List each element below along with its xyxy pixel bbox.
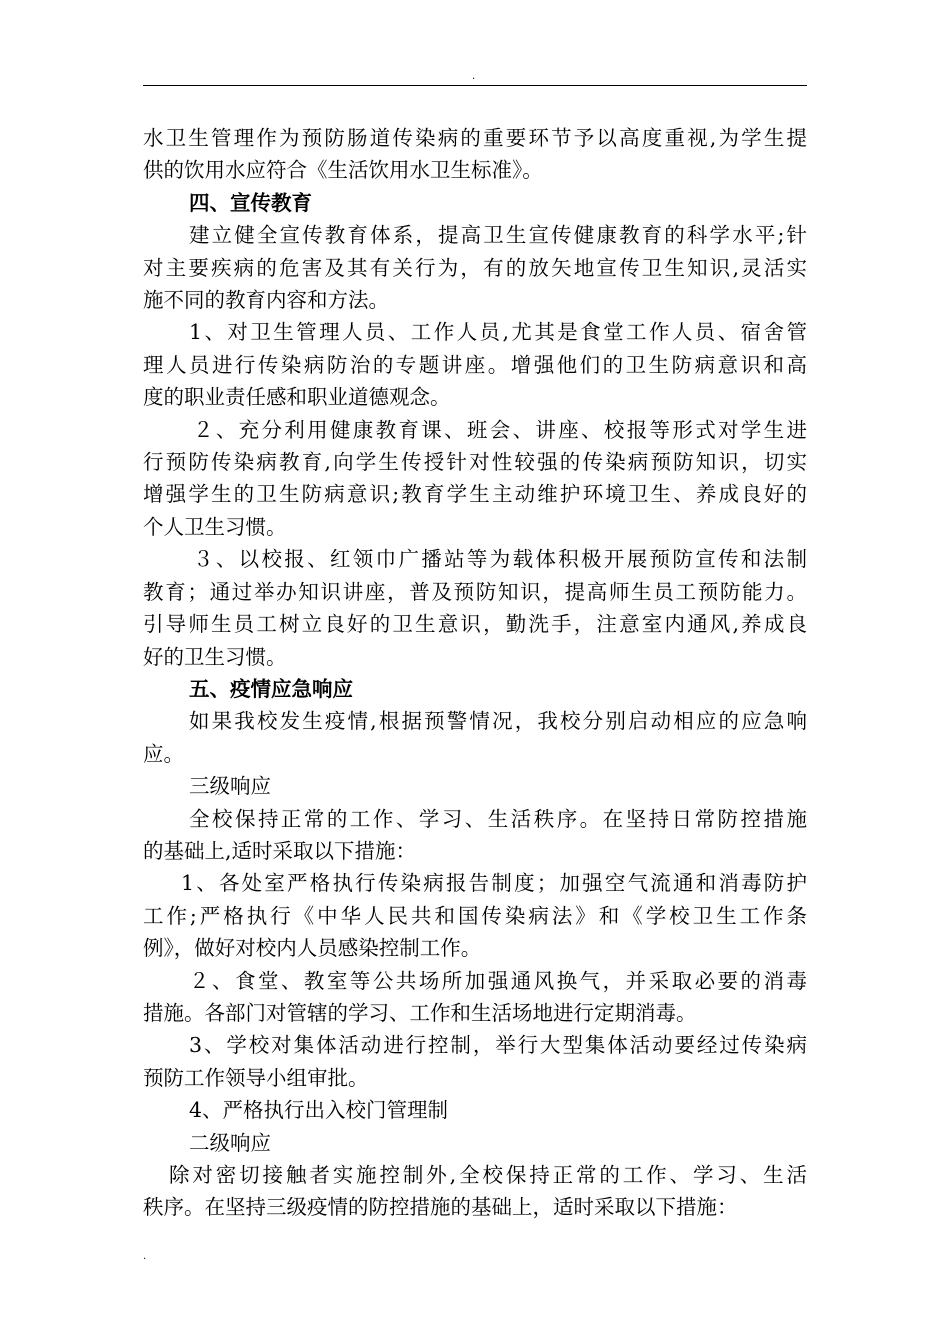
- paragraph-line: 教育；通过举办知识讲座，普及预防知识，提高师生员工预防能力。: [143, 579, 807, 604]
- paragraph-line: 秩序。在坚持三级疫情的防控措施的基础上，适时采取以下措施：: [143, 1195, 738, 1220]
- paragraph-line: ３、以校报、红领巾广播站等为载体积极开展预防宣传和法制: [193, 547, 807, 572]
- paragraph-line: 好的卫生习惯。: [143, 644, 287, 669]
- paragraph-line: 1、对卫生管理人员、工作人员,尤其是食堂工作人员、宿舍管: [189, 320, 807, 345]
- paragraph-line: 理人员进行传染病防治的专题讲座。增强他们的卫生防病意识和高: [143, 352, 807, 377]
- document-body: [143, 122, 807, 1224]
- paragraph-line: 的基础上,适时采取以下措施：: [143, 838, 417, 863]
- paragraph-line: 个人卫生习惯。: [143, 514, 287, 539]
- section-heading: 四、宣传教育: [189, 190, 312, 215]
- paragraph-line: 4、严格执行出入校门管理制: [189, 1098, 449, 1123]
- paragraph-line: 全校保持正常的工作、学习、生活秩序。在坚持日常防控措施: [189, 806, 807, 831]
- header-rule: [143, 85, 807, 86]
- paragraph-line: ２、食堂、教室等公共场所加强通风换气，并采取必要的消毒: [189, 968, 807, 993]
- paragraph-line: 工作;严格执行《中华人民共和国传染病法》和《学校卫生工作条: [143, 903, 807, 928]
- paragraph-line: 3、学校对集体活动进行控制，举行大型集体活动要经过传染病: [189, 1033, 807, 1058]
- paragraph-line: 行预防传染病教育,向学生传授针对性较强的传染病预防知识，切实: [143, 450, 807, 475]
- paragraph-line: 如果我校发生疫情,根据预警情况，我校分别启动相应的应急响: [189, 709, 807, 734]
- paragraph-line: 应。: [143, 741, 184, 766]
- paragraph-line: 措施。各部门对管辖的学习、工作和生活场地进行定期消毒。: [143, 1000, 697, 1025]
- section-heading: 五、疫情应急响应: [189, 676, 353, 701]
- paragraph-line: 建立健全宣传教育体系，提高卫生宣传健康教育的科学水平;针: [189, 223, 807, 248]
- paragraph-line: 引导师生员工树立良好的卫生意识，勤洗手，注意室内通风,养成良: [143, 612, 807, 637]
- subsection-heading: 三级响应: [189, 774, 271, 799]
- paragraph-line: 施不同的教育内容和方法。: [143, 288, 389, 313]
- paragraph-line: 1、各处室严格执行传染病报告制度；加强空气流通和消毒防护: [181, 871, 807, 896]
- footer-mark: .: [143, 1251, 147, 1262]
- paragraph-line: 预防工作领导小组审批。: [143, 1065, 369, 1090]
- paragraph-line: 供的饮用水应符合《生活饮用水卫生标准》。: [143, 158, 543, 183]
- header-mark: .: [472, 71, 476, 82]
- paragraph-line: 除对密切接触者实施控制外,全校保持正常的工作、学习、生活: [169, 1163, 807, 1187]
- paragraph-line: 对主要疾病的危害及其有关行为，有的放矢地宣传卫生知识,灵活实: [143, 255, 807, 280]
- paragraph-line: 度的职业责任感和职业道德观念。: [143, 385, 451, 410]
- paragraph-line: 水卫生管理作为预防肠道传染病的重要环节予以高度重视,为学生提: [143, 126, 807, 150]
- paragraph-line: 例》，做好对校内人员感染控制工作。: [143, 936, 482, 961]
- paragraph-line: ２、充分利用健康教育课、班会、讲座、校报等形式对学生进: [193, 417, 807, 442]
- subsection-heading: 二级响应: [189, 1130, 271, 1155]
- paragraph-line: 增强学生的卫生防病意识;教育学生主动维护环境卫生、养成良好的: [143, 482, 807, 507]
